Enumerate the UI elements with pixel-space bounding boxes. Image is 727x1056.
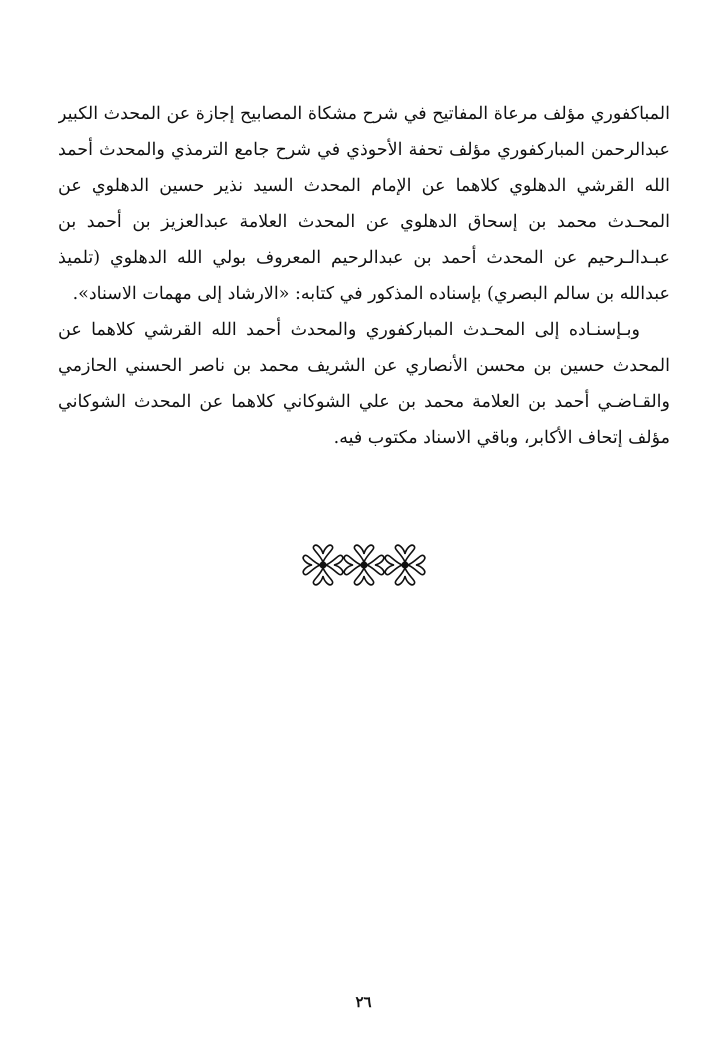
text-line: المحـدث محمد بن إسحاق الدهلوي عن المحدث العلامة عبدالعزيز بن أحمد بن [58, 212, 670, 232]
page-number: ٢٦ [355, 993, 372, 1011]
text-line: عبـدالـرحيم عن المحدث أحمد بن عبدالرحيم المعروف بولي الله الدهلوي (تلميذ [58, 248, 670, 268]
text-line: عبدالرحمن المباركفوري مؤلف تحفة الأحوذي في شرح جامع الترمذي والمحدث أحمد [58, 140, 670, 160]
paragraph-2 [58, 312, 670, 456]
floral-ornament-icon [299, 543, 429, 587]
body-text [58, 96, 670, 456]
text-line: وبـإسنـاده إلى المحـدث المباركفوري والمحدث أحمد الله القرشي كلاهما عن [58, 320, 640, 340]
text-line: عبدالله بن سالم البصري) بإسناده المذكور في كتابه: «الارشاد إلى مهمات الاسناد». [72, 284, 670, 304]
text-line: المباكفوري مؤلف مرعاة المفاتيح في شرح مشكاة المصابيح إجازة عن المحدث الكبير [58, 104, 670, 124]
text-line: المحدث حسين بن محسن الأنصاري عن الشريف محمد بن ناصر الحسني الحازمي [58, 356, 670, 376]
text-line: الله القرشي الدهلوي كلاهما عن الإمام المحدث السيد نذير حسين الدهلوي عن [58, 176, 670, 196]
paragraph-1 [58, 96, 670, 312]
text-line: مؤلف إتحاف الأكابر، وباقي الاسناد مكتوب فيه. [333, 428, 670, 448]
floral-ornament [0, 540, 727, 590]
text-line: والقـاضـي أحمد بن العلامة محمد بن علي الشوكاني كلاهما عن المحدث الشوكاني [58, 392, 670, 412]
